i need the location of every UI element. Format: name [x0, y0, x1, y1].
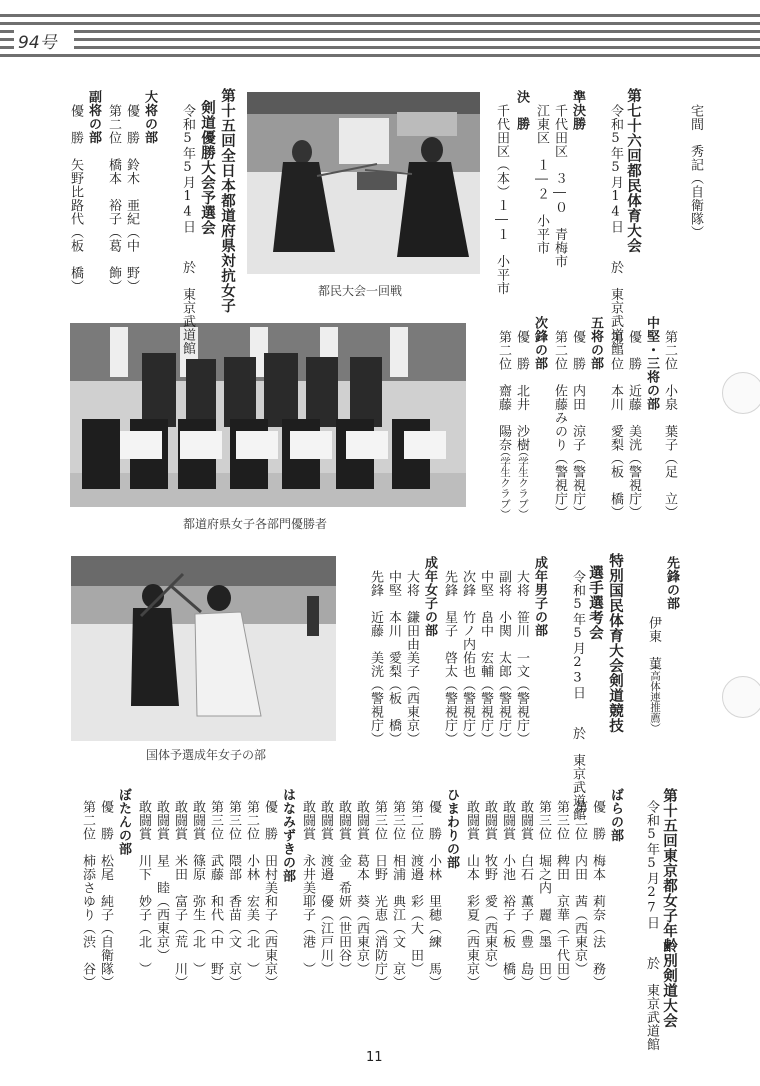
- result-line: 第二位 佐藤みのり（警視庁）: [552, 330, 567, 519]
- hanamizuki-heading: はなみずきの部: [280, 788, 295, 883]
- result-line: 第三位 日野 光恵（消防庁）: [372, 800, 387, 989]
- result-line: 優 勝 内田 涼子（警視庁）: [570, 330, 585, 519]
- result-line: 敢闘賞 星 睦（西東京）: [154, 800, 169, 962]
- result-line: 大将 鎌田由美子（西東京）: [404, 570, 419, 746]
- result-line: 第二位 齋藤 陽奈: [496, 330, 511, 452]
- taisho-heading: 大将の部: [142, 90, 157, 144]
- caption-kokutai-women: 国体予選成年女子の部: [146, 748, 267, 762]
- photo-group-image: [70, 323, 466, 507]
- section-date: 令和5年5月14日 於 東京武道館: [180, 104, 195, 355]
- result-line: 敢闘賞 米田 富子（荒 川）: [172, 800, 187, 989]
- senpo-heading: 先鋒の部: [664, 556, 679, 610]
- result-line: 先鋒 星子 啓太（警視庁）: [442, 570, 457, 746]
- result-line: 敢闘賞 葛本 葵（西東京）: [354, 800, 369, 976]
- section-title: 第七十六回都民体育大会: [625, 88, 642, 253]
- result-line: 第二位 本川 愛梨（板 橋）: [608, 330, 623, 519]
- final-heading: 決 勝: [514, 90, 529, 131]
- result-line: 宅間 秀記（自衛隊）: [688, 104, 703, 239]
- result-line: 敢闘賞 山本 彩夏（西東京）: [464, 800, 479, 989]
- photo-prefectural-winners: [70, 323, 466, 507]
- result-line: 大将 笹川 一文（警視庁）: [514, 570, 529, 746]
- result-org: （学生クラブ）: [499, 446, 511, 520]
- result-line: 敢闘賞 渡邉 優（江戸川）: [318, 800, 333, 976]
- jiho-heading: 次鋒の部: [532, 316, 547, 370]
- result-line: 敢闘賞 小池 裕子（板 橋）: [500, 800, 515, 989]
- section-date: 令和5年5月27日 於 東京武道館: [644, 800, 659, 1051]
- page-header: [0, 0, 760, 62]
- result-line: 第二位 小林 宏美（北 ）: [244, 800, 259, 976]
- fukusho-heading: 副将の部: [86, 90, 101, 144]
- result-line: 敢闘賞 川下 妙子（北 ）: [136, 800, 151, 976]
- section-title-line2: 選手選考会: [587, 565, 604, 640]
- section-date: 令和5年5月23日 於 東京武道館: [570, 570, 585, 821]
- result-line: 敢闘賞 牧野 愛（西東京）: [482, 800, 497, 976]
- result-line: 第三位 堀之内 麗（墨 田）: [536, 800, 551, 989]
- caption-prefectural-winners: 都道府県女子各部門優勝者: [183, 517, 328, 531]
- semifinal-result: 千代田区 ３―０ 青梅市: [552, 104, 567, 268]
- result-line: 第三位 武藤 和代（中 野）: [208, 800, 223, 989]
- result-line: 第二位 渡邉 彩（大 田）: [408, 800, 423, 976]
- result-line: 伊東 菫: [646, 616, 661, 670]
- result-line: 第二位 柿添さゆり（渋 谷）: [80, 800, 95, 989]
- result-line: 敢闘賞 永井美耶子（港 ）: [300, 800, 315, 976]
- result-org: （学生クラブ）: [517, 446, 529, 520]
- result-line: 優 勝 北井 沙樹: [514, 330, 529, 452]
- result-line: 第二位 橋本 裕子（葛 飾）: [106, 104, 121, 293]
- photo-kendo-strike-image: [71, 556, 336, 741]
- photo-kokutai-women: [71, 556, 336, 741]
- result-line: 優 勝 近藤 美洸（警視庁）: [626, 330, 641, 519]
- result-org: （高体連推薦）: [649, 660, 661, 734]
- men-heading: 成年男子の部: [532, 556, 547, 637]
- gosho-heading: 五将の部: [588, 316, 603, 370]
- result-line: 敢闘賞 篠原 弥生（北 ）: [190, 800, 205, 976]
- himawari-heading: ひまわりの部: [444, 788, 459, 869]
- result-line: 優 勝 矢野比路代（板 橋）: [68, 104, 83, 293]
- caption-tomin-first-round: 都民大会一回戦: [318, 284, 403, 298]
- result-line: 優 勝 松尾 純子（自衛隊）: [98, 800, 113, 989]
- result-line: 敢闘賞 金 希妍（世田谷）: [336, 800, 351, 976]
- final-result: 千代田区（本）１―１ 小平市: [494, 104, 509, 295]
- chuken-heading: 中堅・三将の部: [644, 316, 659, 411]
- result-line: 中堅 本川 愛梨（板 橋）: [386, 570, 401, 746]
- section-date: 令和5年5月14日 於 東京武道館: [608, 104, 623, 355]
- result-line: 第三位 相浦 典江（文 京）: [390, 800, 405, 989]
- page-number: 11: [366, 1050, 383, 1065]
- result-line: 先鋒 近藤 美洸（警視庁）: [368, 570, 383, 746]
- section-title: 特別国民体育大会剣道競技: [607, 553, 624, 733]
- result-line: 敢闘賞 白石 薫子（豊 島）: [518, 800, 533, 989]
- result-line: 優 勝 梅本 莉奈（法 務）: [590, 800, 605, 989]
- result-line: 第二位 内田 茜（西東京）: [572, 800, 587, 976]
- issue-number: 94号: [14, 28, 74, 52]
- section-title: 第十五回全日本都道府県対抗女子: [219, 88, 236, 313]
- photo-tomin-first-round: [247, 92, 480, 274]
- section-title-line2: 剣道優勝大会予選会: [199, 100, 216, 235]
- semifinal-heading: 準決勝: [570, 90, 585, 131]
- result-line: 優 勝 鈴木 亜紀（中 野）: [124, 104, 139, 293]
- section-title: 第十五回東京都女子年齢別剣道大会: [661, 788, 678, 1028]
- bara-heading: ばらの部: [608, 788, 623, 842]
- result-line: 第三位 稗田 京華（千代田）: [554, 800, 569, 989]
- semifinal-result: 江東区 １―２ 小平市: [534, 104, 549, 255]
- binder-hole-top: [722, 372, 760, 414]
- result-line: 第二位 小泉 葉子（足 立）: [662, 330, 677, 519]
- result-line: 優 勝 田村美和子（西東京）: [262, 800, 277, 989]
- result-line: 副将 小関 太郎（警視庁）: [496, 570, 511, 746]
- binder-hole-bottom: [722, 676, 760, 718]
- result-line: 優 勝 小林 里穂（練 馬）: [426, 800, 441, 989]
- botan-heading: ぼたんの部: [116, 788, 131, 856]
- result-line: 中堅 畠中 宏輔（警視庁）: [478, 570, 493, 746]
- women-heading: 成年女子の部: [422, 556, 437, 637]
- result-line: 次鋒 竹ノ内佑也（警視庁）: [460, 570, 475, 746]
- result-line: 第三位 隈部 香苗（文 京）: [226, 800, 241, 989]
- photo-kendo-match-image: [247, 92, 480, 274]
